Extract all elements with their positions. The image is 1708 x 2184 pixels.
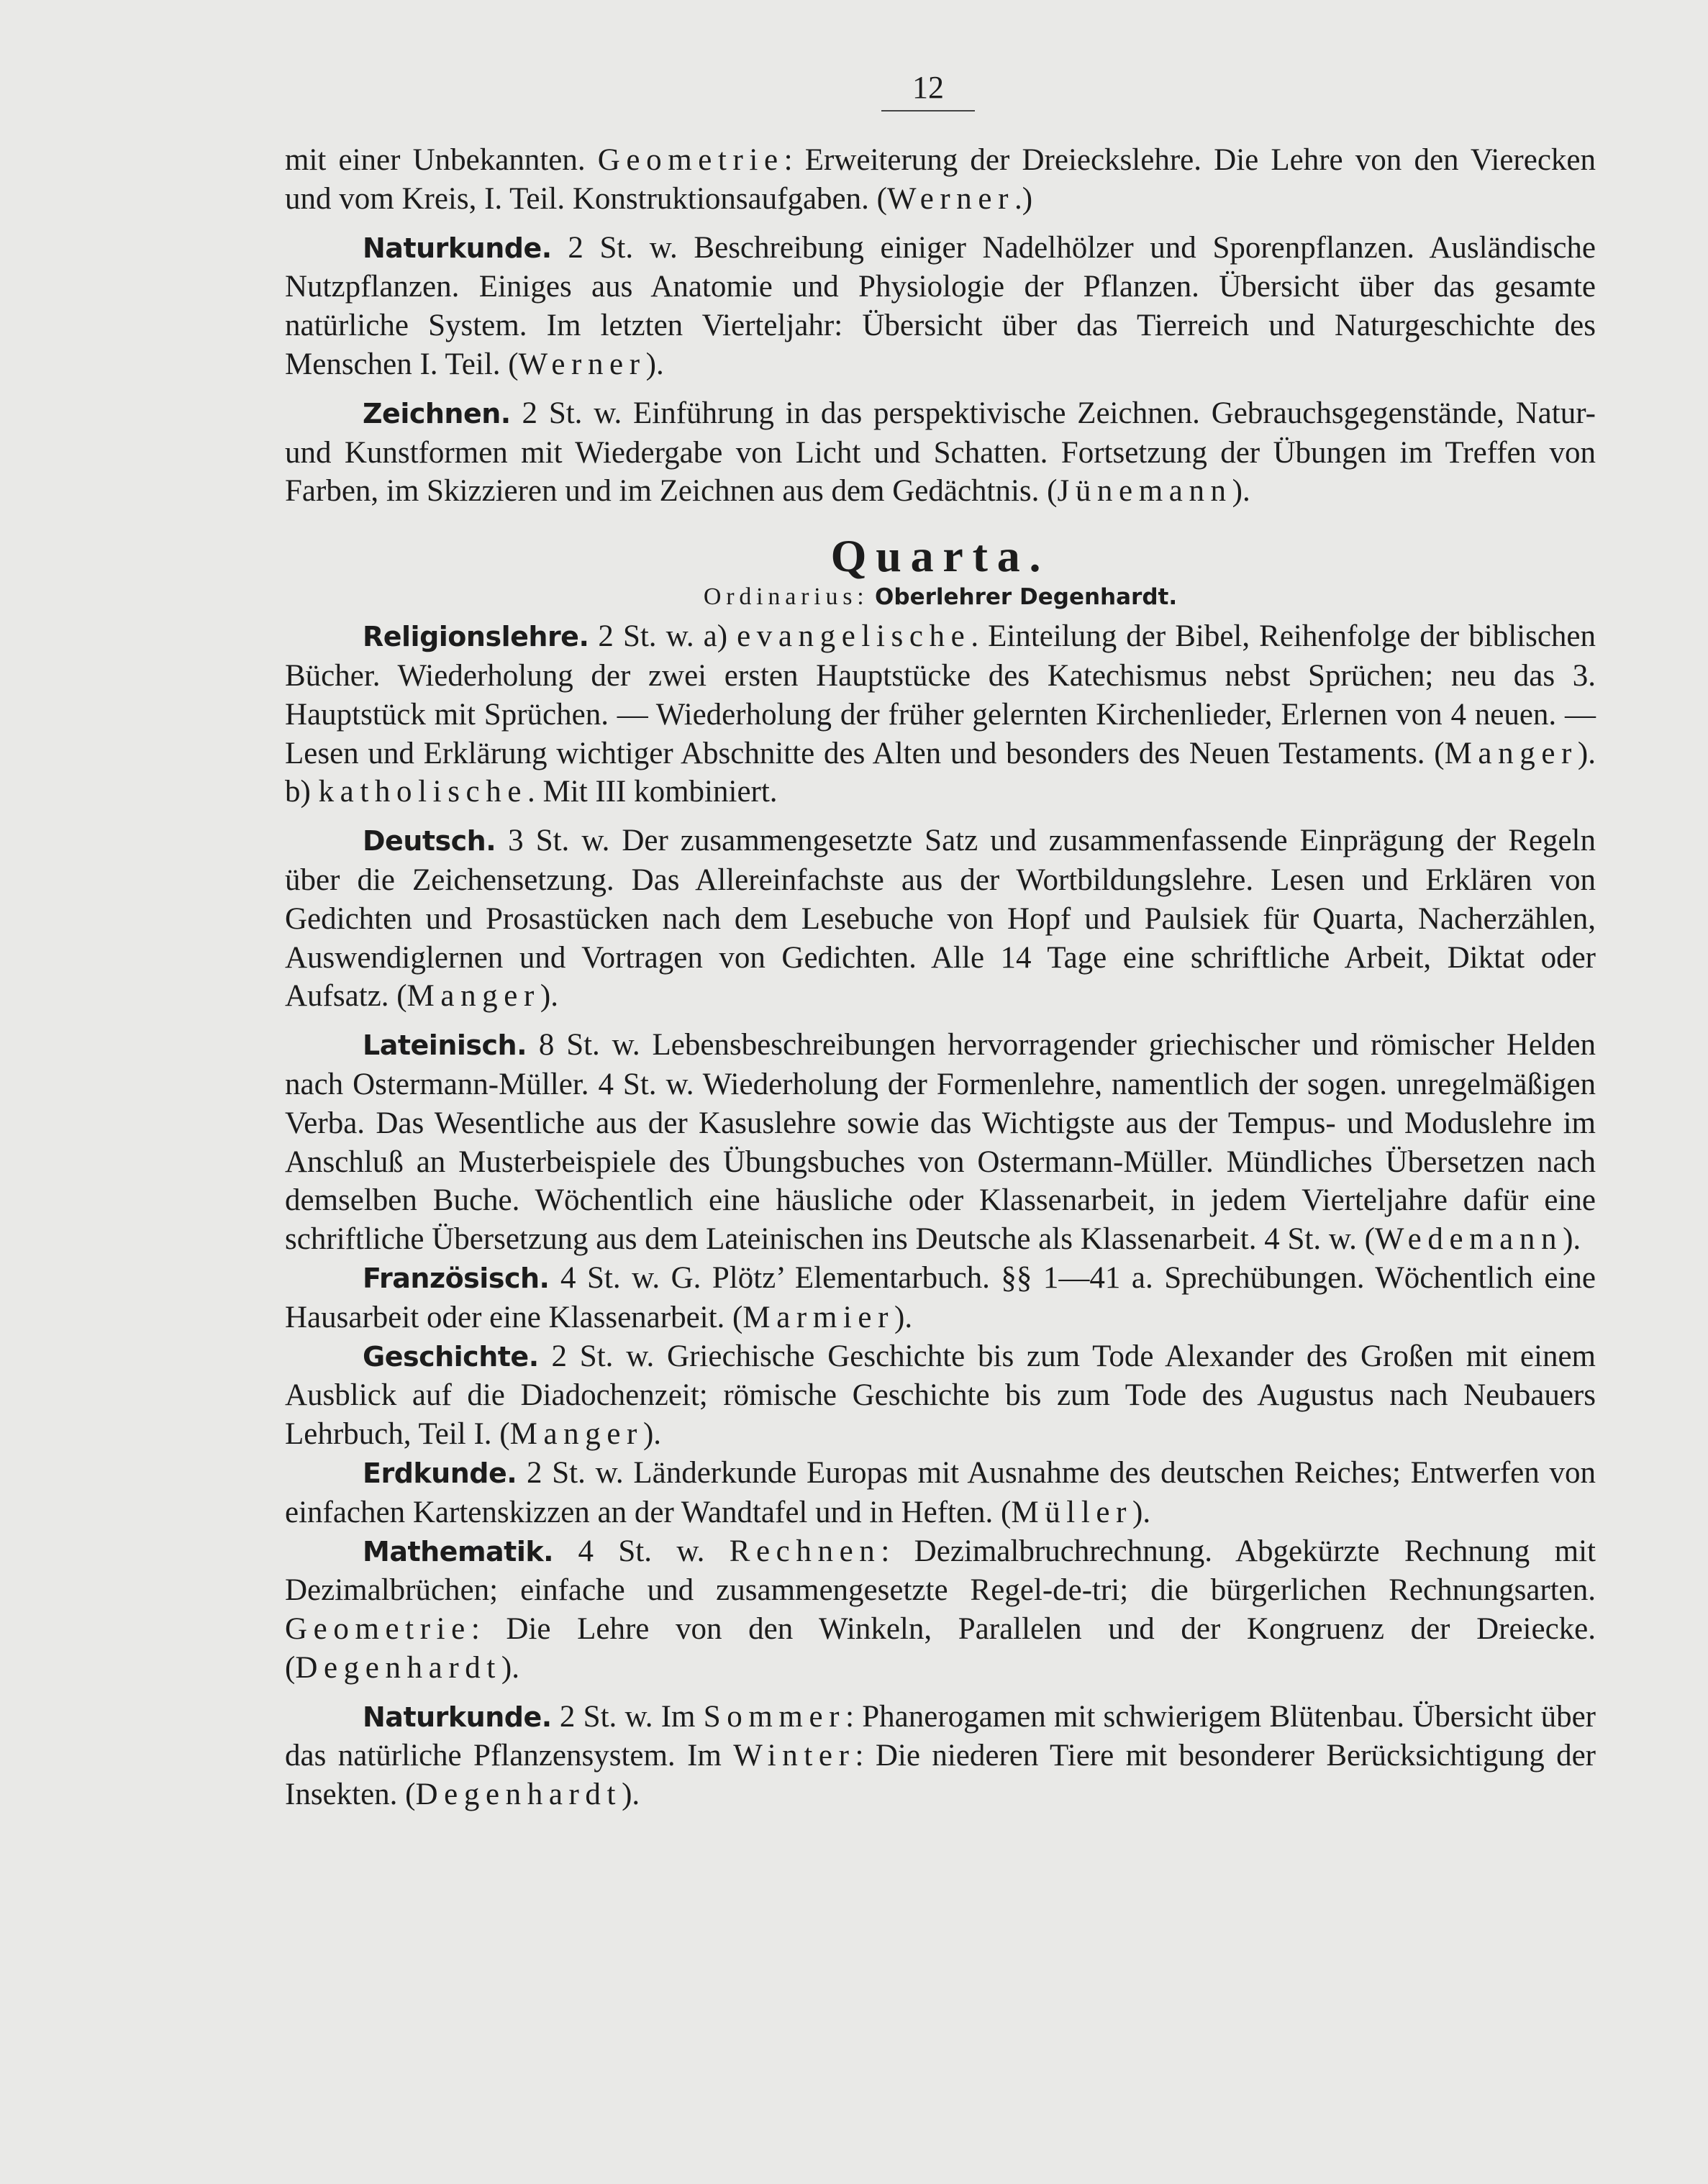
subject-heading: Naturkunde. [363,232,552,264]
spaced-term: evangelische [737,619,971,654]
subject-heading: Deutsch. [363,825,496,857]
teacher-name: Manger [406,979,540,1014]
text: ). [1563,1222,1581,1257]
page-number: 12 [881,69,975,112]
naturkunde-paragraph [285,1698,1596,1814]
spaced-term: Winter [733,1739,855,1773]
text: : Phanerogamen mit schwierigem Blütenbau. Übersicht über das natürliche Pflanzensystem. Im [285,1699,1596,1773]
subject-heading: Naturkunde. [363,1701,552,1733]
teacher-name: Degenhardt [295,1650,501,1685]
teacher-name: Werner [518,347,646,381]
teacher-name: Manger [1444,736,1578,770]
text: .) [1014,181,1033,216]
text: 8 St. w. Lebensbeschreibungen hervorragender griechischer und römischer Helden nach Ostermann-Müller. 4 St. w. Wiederholung der Formenlehre, namentlich der sogen. unregelmäßigen Verba. Das Wesentliche aus der Kasuslehre sowie das Wichtigste aus der Tempus- und Moduslehre im Anschluß an Musterbeispiele des Übungsbuches von Ostermann-Müller. Mündliches Übersetzen nach demselben Buche. Wöchentlich eine häusliche oder Klassenarbeit, in jedem Vierteljahre dafür eine schriftliche Übersetzung aus dem Lateinischen ins Deutsche als Klassenarbeit. 4 St. w. ( [285,1028,1596,1257]
text: ). [1232,474,1250,509]
latein-paragraph [285,1026,1596,1259]
text: ). [894,1300,913,1334]
teacher-name: Marmier [742,1300,895,1334]
text: mit einer Unbekannten. [285,143,598,177]
teacher-name: Jünemann [1057,474,1232,509]
ordinarius-label: Ordinarius: [703,583,869,611]
spaced-term: Geometrie [597,143,784,177]
subject-heading: Französisch. [363,1262,550,1294]
text: 2 St. w. Einführung in das perspektivische Zeichnen. Gebrauchsgegenstände, Natur- und Kunstformen mit Wiedergabe von Licht und Schatten. Fortsetzung der Übungen im Treffen von Farben, im Skizzieren und im Zeichnen aus dem Gedächtnis. ( [285,396,1596,509]
teacher-name: Müller [1011,1495,1133,1529]
erdkunde-paragraph [285,1454,1596,1532]
text: . Mit III kombiniert. [527,775,778,809]
subject-heading: Geschichte. [363,1340,539,1373]
text: ). [642,1417,662,1452]
text: ). [501,1650,519,1685]
teacher-name: Wedemann [1374,1222,1563,1257]
text: 4 St. w. [553,1534,730,1568]
text: 2 St. w. Im [551,1699,704,1734]
page-body [285,141,1596,1814]
text: ). [540,979,558,1014]
text: 2 St. w. a) [589,619,737,654]
text: : Die Lehre von den Winkeln, Parallelen und der Kongruenz der Dreiecke. ( [285,1612,1596,1685]
spaced-term: Geometrie [285,1612,471,1647]
mathe-paragraph [285,1532,1596,1688]
spaced-term: Sommer [703,1699,846,1734]
text: 2 St. w. Griechische Geschichte bis zum Tode Alexander des Großen mit einem Ausblick auf die Diadochenzeit; römische Geschichte bis zum Tode des Augustus nach Neubauers Lehrbuch, Teil I. ( [285,1339,1596,1452]
text: ). [1132,1495,1151,1529]
text: 2 St. w. Beschreibung einiger Nadelhölzer und Sporenpflanzen. Ausländische Nutzpflanzen. Einiges aus Anatomie und Physiologie der Pflanzen. Übersicht über das gesamte natürliche System. Im letzten Vierteljahr: Übersicht über das Tierreich und Naturgeschichte des Menschen I. Teil. ( [285,230,1596,381]
text: 3 St. w. Der zusammengesetzte Satz und zusammenfassende Einprägung der Regeln über die Zeichensetzung. Das Allereinfachste aus der Wortbildungslehre. Lesen und Erklären von Gedichten und Prosastücken nach dem Lesebuche von Hopf und Paulsiek für Quarta, Nacherzählen, Auswendiglernen und Vortragen von Gedichten. Alle 14 Tage eine schriftliche Arbeit, Diktat oder Aufsatz. ( [285,824,1596,1014]
text: . Einteilung der Bibel, Reihenfolge der biblischen Bücher. Wiederholung der zwei ersten Hauptstücke des Katechismus nebst Sprüchen; neu das 3. Hauptstück mit Sprüchen. — Wiederholung der früher gelernten Kirchenlieder, Erlernen von 4 neuen. — Lesen und Erklärung wichtiger Abschnitte des Alten und besonders des Neuen Testaments. ( [285,619,1596,770]
text: : Die niederen Tiere mit besonderer Berücksichtigung der Insekten. ( [285,1739,1596,1812]
zeichnen-paragraph [285,394,1596,511]
ordinarius-name: Oberlehrer Degenhardt. [875,584,1178,611]
text: : Erweiterung der Dreieckslehre. Die Lehre von den Vierecken und vom Kreis, I. Teil. Konstruktionsaufgaben. ( [285,143,1596,216]
subject-heading: Mathematik. [363,1535,554,1568]
spaced-term: Rechnen [729,1534,881,1568]
teacher-name: Degenhardt [415,1778,622,1812]
subject-heading: Zeichnen. [363,397,511,429]
teacher-name: Manger [509,1417,643,1452]
text: : Dezimalbruchrechnung. Abgekürzte Rechnung mit Dezimalbrüchen; einfache und zusammengesetzte Regel-de-tri; die bürgerlichen Rechnungsarten. [285,1534,1596,1608]
intro-paragraph [285,141,1596,219]
text: ). [645,347,664,381]
text: ). b) [285,736,1596,809]
section-title: Quarta. [830,530,1050,582]
subject-heading: Erdkunde. [363,1457,517,1489]
geschichte-paragraph [285,1337,1596,1454]
franz-paragraph [285,1259,1596,1337]
ordinarius-line [285,581,1596,613]
religion-paragraph [285,617,1596,811]
naturkunde-prev-paragraph [285,229,1596,384]
subject-heading: Religionslehre. [363,621,589,653]
deutsch-paragraph [285,822,1596,1016]
text: ). [622,1778,640,1812]
text: 2 St. w. Länderkunde Europas mit Ausnahme des deutschen Reiches; Entwerfen von einfachen Kartenskizzen an der Wandtafel und in Heften. ( [285,1455,1596,1529]
subject-heading: Lateinisch. [363,1029,527,1062]
text: 4 St. w. G. Plötz’ Elementarbuch. §§ 1—41 a. Sprechübungen. Wöchentlich eine Hausarbeit oder eine Klassenarbeit. ( [285,1260,1596,1334]
teacher-name: Werner [886,181,1015,216]
spaced-term: katholische [318,775,528,809]
